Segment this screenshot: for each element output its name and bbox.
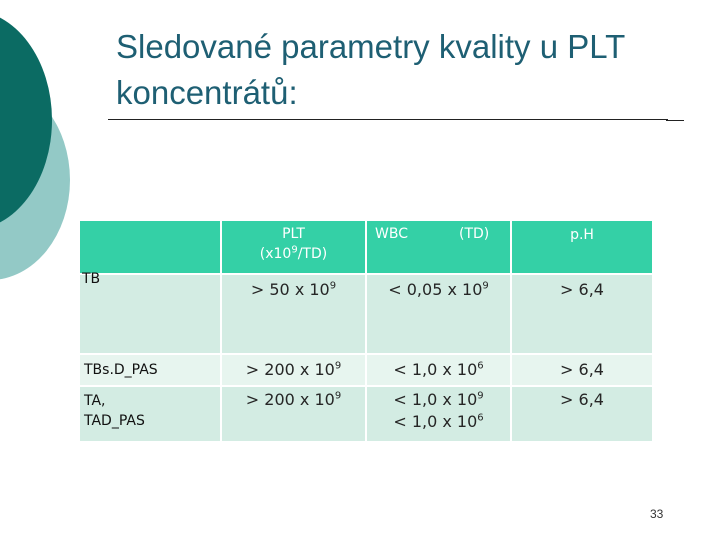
cell-plt: > 200 x $10^9$ xyxy=(221,386,366,442)
row-label-text-tb: TB xyxy=(82,271,101,287)
quality-parameters-table xyxy=(78,219,654,443)
header-wbc: WBC (TD) xyxy=(366,220,511,274)
table-row xyxy=(79,354,653,386)
cell-ph: > 6,4 xyxy=(511,354,653,386)
title-underline xyxy=(108,119,668,120)
cell-plt: > 200 x $10^9$ xyxy=(221,354,366,386)
cell-wbc: < 1,0 x $10^6$ xyxy=(366,354,511,386)
cell-wbc: < 1,0 x $10^9$ < 1,0 x $10^6$ xyxy=(366,386,511,442)
table-row xyxy=(79,274,653,354)
row-label-ta-tad-pas: TA, TAD_PAS xyxy=(79,386,221,442)
header-plt: PLT $(x10^9/TD)$ xyxy=(221,220,366,274)
cell-wbc: < 0,05 x $10^9$ xyxy=(366,274,511,354)
row-label-tbsd-pas: TBs.D_PAS xyxy=(79,354,221,386)
table-row xyxy=(79,386,653,442)
title-line-2: koncentrátů: xyxy=(116,74,298,111)
page-number: 33 xyxy=(650,507,664,521)
header-wbc-unit: (TD) xyxy=(459,226,490,242)
header-empty xyxy=(79,220,221,274)
header-ph: p.H xyxy=(511,220,653,274)
cell-ph: > 6,4 xyxy=(511,274,653,354)
title-underline-tail xyxy=(666,120,684,121)
slide-title xyxy=(116,24,696,116)
cell-ph: > 6,4 xyxy=(511,386,653,442)
table-header-row xyxy=(79,220,653,274)
cell-plt: > 50 x $10^9$ xyxy=(221,274,366,354)
row-label-tb xyxy=(79,274,221,354)
title-line-1: Sledované parametry kvality u PLT xyxy=(116,28,626,65)
